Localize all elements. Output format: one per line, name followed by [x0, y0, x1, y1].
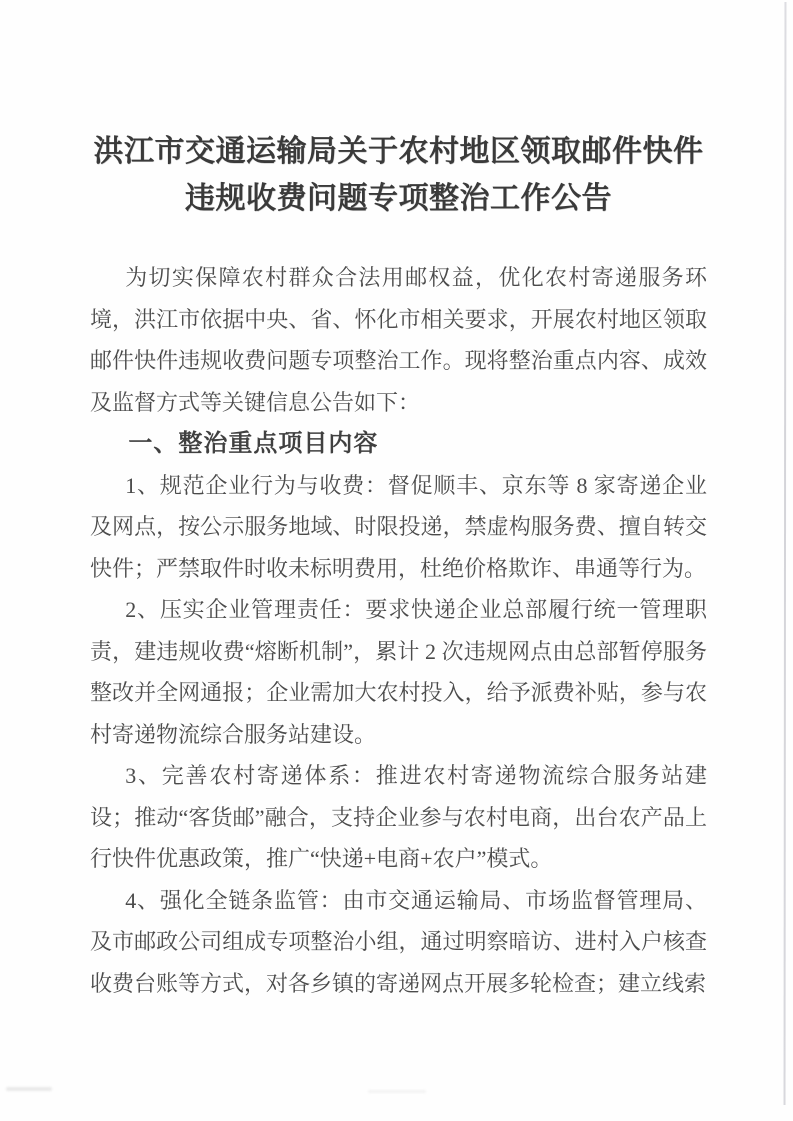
- document-content: [90, 0, 707, 1004]
- document-title: [90, 128, 707, 222]
- item-paragraph-2: 2、压实企业管理责任：要求快递企业总部履行统一管理职责，建违规收费“熔断机制”，累计 2 次违规网点由总部暂停服务整改并全网通报；企业需加大农村投入，给予派费补贴，参与农村寄递物流综合服务站建设。: [90, 597, 707, 747]
- scan-page-edge-line: [784, 2, 787, 1105]
- section-heading-1: 一、整治重点项目内容: [128, 430, 379, 457]
- item-paragraph-1: 1、规范企业行为与收费：督促顺丰、京东等 8 家寄递企业及网点，按公示服务地域、时限投递，禁虚构服务费、擅自转交快件；严禁取件时收未标明费用，杜绝价格欺诈、串通等行为。: [90, 472, 707, 581]
- scan-smudge: [368, 1090, 426, 1093]
- document-title-line-1: 洪江市交通运输局关于农村地区领取邮件快件: [93, 135, 704, 168]
- document-body: [90, 257, 707, 1004]
- item-paragraph-4: 4、强化全链条监管：由市交通运输局、市场监督管理局、及市邮政公司组成专项整治小组，通过明察暗访、进村入户核查收费台账等方式，对各乡镇的寄递网点开展多轮检查；建立线索: [90, 887, 707, 996]
- intro-paragraph: 为切实保障农村群众合法用邮权益，优化农村寄递服务环境，洪江市依据中央、省、怀化市相关要求，开展农村地区领取邮件快件违规收费问题专项整治工作。现将整治重点内容、成效及监督方式等关键信息公告如下：: [90, 265, 707, 415]
- item-paragraph-3: 3、完善农村寄递体系：推进农村寄递物流综合服务站建设；推动“客货邮”融合，支持企业参与农村电商，出台农产品上行快件优惠政策，推广“快递+电商+农户”模式。: [90, 763, 707, 871]
- scan-smudge: [6, 1087, 52, 1091]
- document-title-line-2: 违规收费问题专项整治工作公告: [185, 182, 612, 215]
